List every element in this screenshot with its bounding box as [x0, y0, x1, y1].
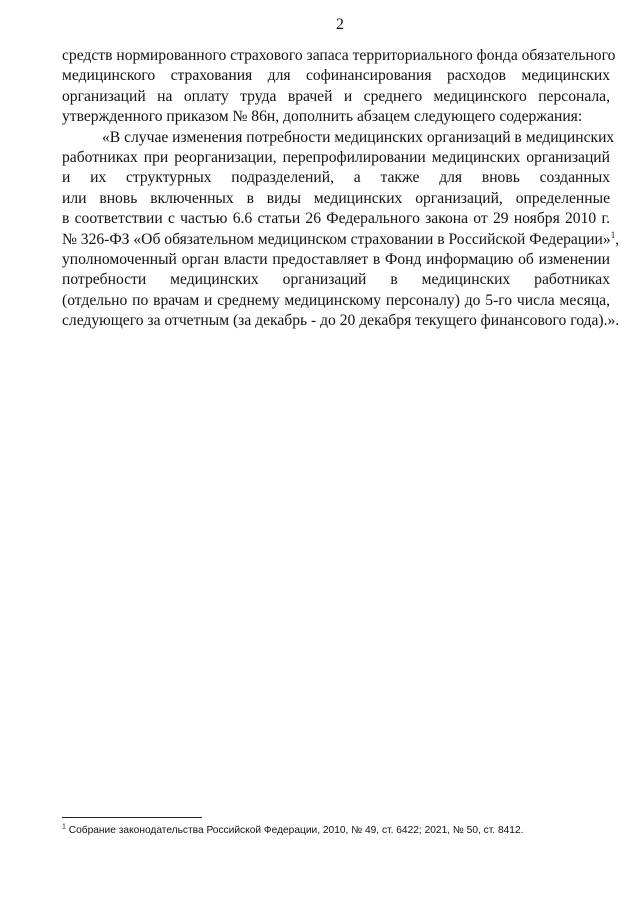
page-number: 2	[336, 16, 344, 33]
footnote-reference: 1	[610, 229, 616, 240]
text-line: в соответствии с частью 6.6 статьи 26 Федерального закона от 29 ноября 2010 г.	[62, 210, 610, 228]
text-line: следующего за отчетным (за декабрь - до 20 декабря текущего финансового года).».	[62, 312, 620, 330]
text-line: № 326-ФЗ «Об обязательном медицинском страховании в Российской Федерации»	[62, 230, 611, 248]
text-line: работниках при реорганизации, перепрофилировании медицинских организаций	[62, 149, 610, 167]
text-line-with-footnote	[62, 229, 620, 250]
text-line: и их структурных подразделений, а также для вновь созданных	[62, 169, 610, 187]
text-line: организаций на оплату труда врачей и среднего медицинского персонала,	[62, 87, 610, 105]
text-line: уполномоченный орган власти предоставляет в Фонд информацию об изменении	[62, 251, 610, 269]
text-line: (отдельно по врачам и среднему медицинскому персоналу) до 5-го числа месяца,	[62, 291, 610, 309]
footnote-text: Собрание законодательства Российской Федерации, 2010, № 49, ст. 6422; 2021, № 50, ст. 8412.	[65, 825, 524, 836]
text-line: медицинского страхования для софинансирования расходов медицинских	[62, 67, 610, 85]
text-line: средств нормированного страхового запаса территориального фонда обязательного	[62, 47, 616, 64]
footnote	[62, 824, 610, 838]
paragraph-2	[62, 128, 620, 332]
text-line: или вновь включенных в виды медицинских организаций, определенные	[62, 189, 610, 207]
footnote-mark: 1	[62, 823, 66, 831]
footnote-ref-punctuation: ,	[615, 230, 620, 248]
text-line: «В случае изменения потребности медицинских организаций в медицинских	[102, 128, 615, 146]
text-line: утвержденного приказом № 86н, дополнить абзацем следующего содержания:	[62, 108, 583, 126]
text-line: потребности медицинских организаций в медицинских работниках	[62, 271, 610, 289]
footnote-divider	[62, 817, 202, 818]
body-text	[62, 46, 620, 332]
paragraph-1	[62, 46, 616, 128]
